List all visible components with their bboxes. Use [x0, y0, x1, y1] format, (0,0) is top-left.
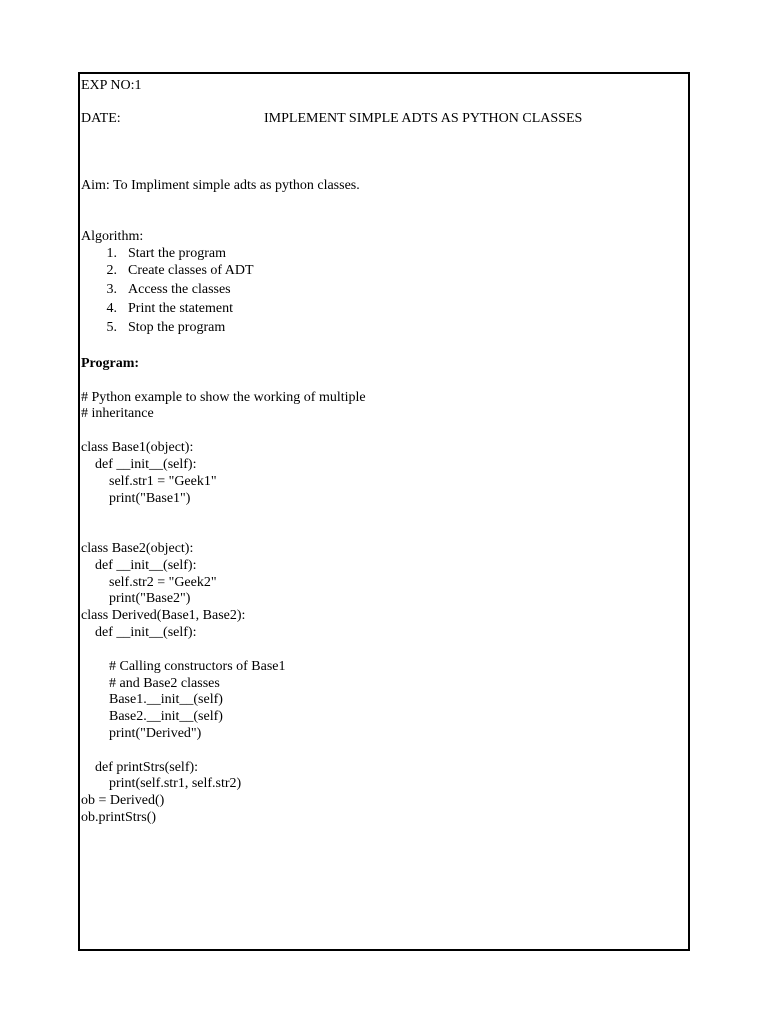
code-line: # Calling constructors of Base1	[81, 659, 286, 674]
step-number: 4.	[106, 301, 117, 316]
code-line: # and Base2 classes	[81, 676, 220, 691]
code-line: ob.printStrs()	[81, 810, 157, 825]
date-label: DATE:	[81, 111, 121, 126]
code-line: self.str2 = "Geek2"	[81, 575, 217, 590]
code-line: class Base2(object):	[81, 541, 194, 556]
step-text: Start the program	[128, 246, 226, 261]
code-line: class Derived(Base1, Base2):	[81, 608, 246, 623]
step-number: 5.	[106, 320, 117, 335]
step-text: Access the classes	[128, 282, 231, 297]
code-line: class Base1(object):	[81, 440, 194, 455]
code-line: def printStrs(self):	[81, 760, 199, 775]
algorithm-heading: Algorithm:	[81, 229, 144, 244]
code-line: Base1.__init__(self)	[81, 692, 223, 707]
code-line: def __init__(self):	[81, 558, 197, 573]
code-line: print("Base2")	[81, 591, 191, 606]
step-number: 2.	[106, 263, 117, 278]
exp-no: EXP NO:1	[81, 78, 142, 93]
step-text: Stop the program	[128, 320, 226, 335]
code-line: def __init__(self):	[81, 625, 197, 640]
code-line: # Python example to show the working of multiple	[81, 390, 366, 405]
step-text: Create classes of ADT	[128, 263, 254, 278]
code-line: self.str1 = "Geek1"	[81, 474, 217, 489]
step-number: 1.	[106, 246, 117, 261]
program-heading: Program:	[81, 356, 140, 371]
code-line: print(self.str1, self.str2)	[81, 776, 242, 791]
code-line: def __init__(self):	[81, 457, 197, 472]
code-line: print("Base1")	[81, 491, 191, 506]
code-line: Base2.__init__(self)	[81, 709, 223, 724]
step-text: Print the statement	[128, 301, 233, 316]
code-line: ob = Derived()	[81, 793, 165, 808]
aim-text: Aim: To Impliment simple adts as python classes.	[81, 178, 360, 193]
step-number: 3.	[106, 282, 117, 297]
page-border	[78, 72, 690, 951]
code-line: print("Derived")	[81, 726, 202, 741]
code-line: # inheritance	[81, 406, 154, 421]
page-title: IMPLEMENT SIMPLE ADTS AS PYTHON CLASSES	[264, 111, 583, 126]
